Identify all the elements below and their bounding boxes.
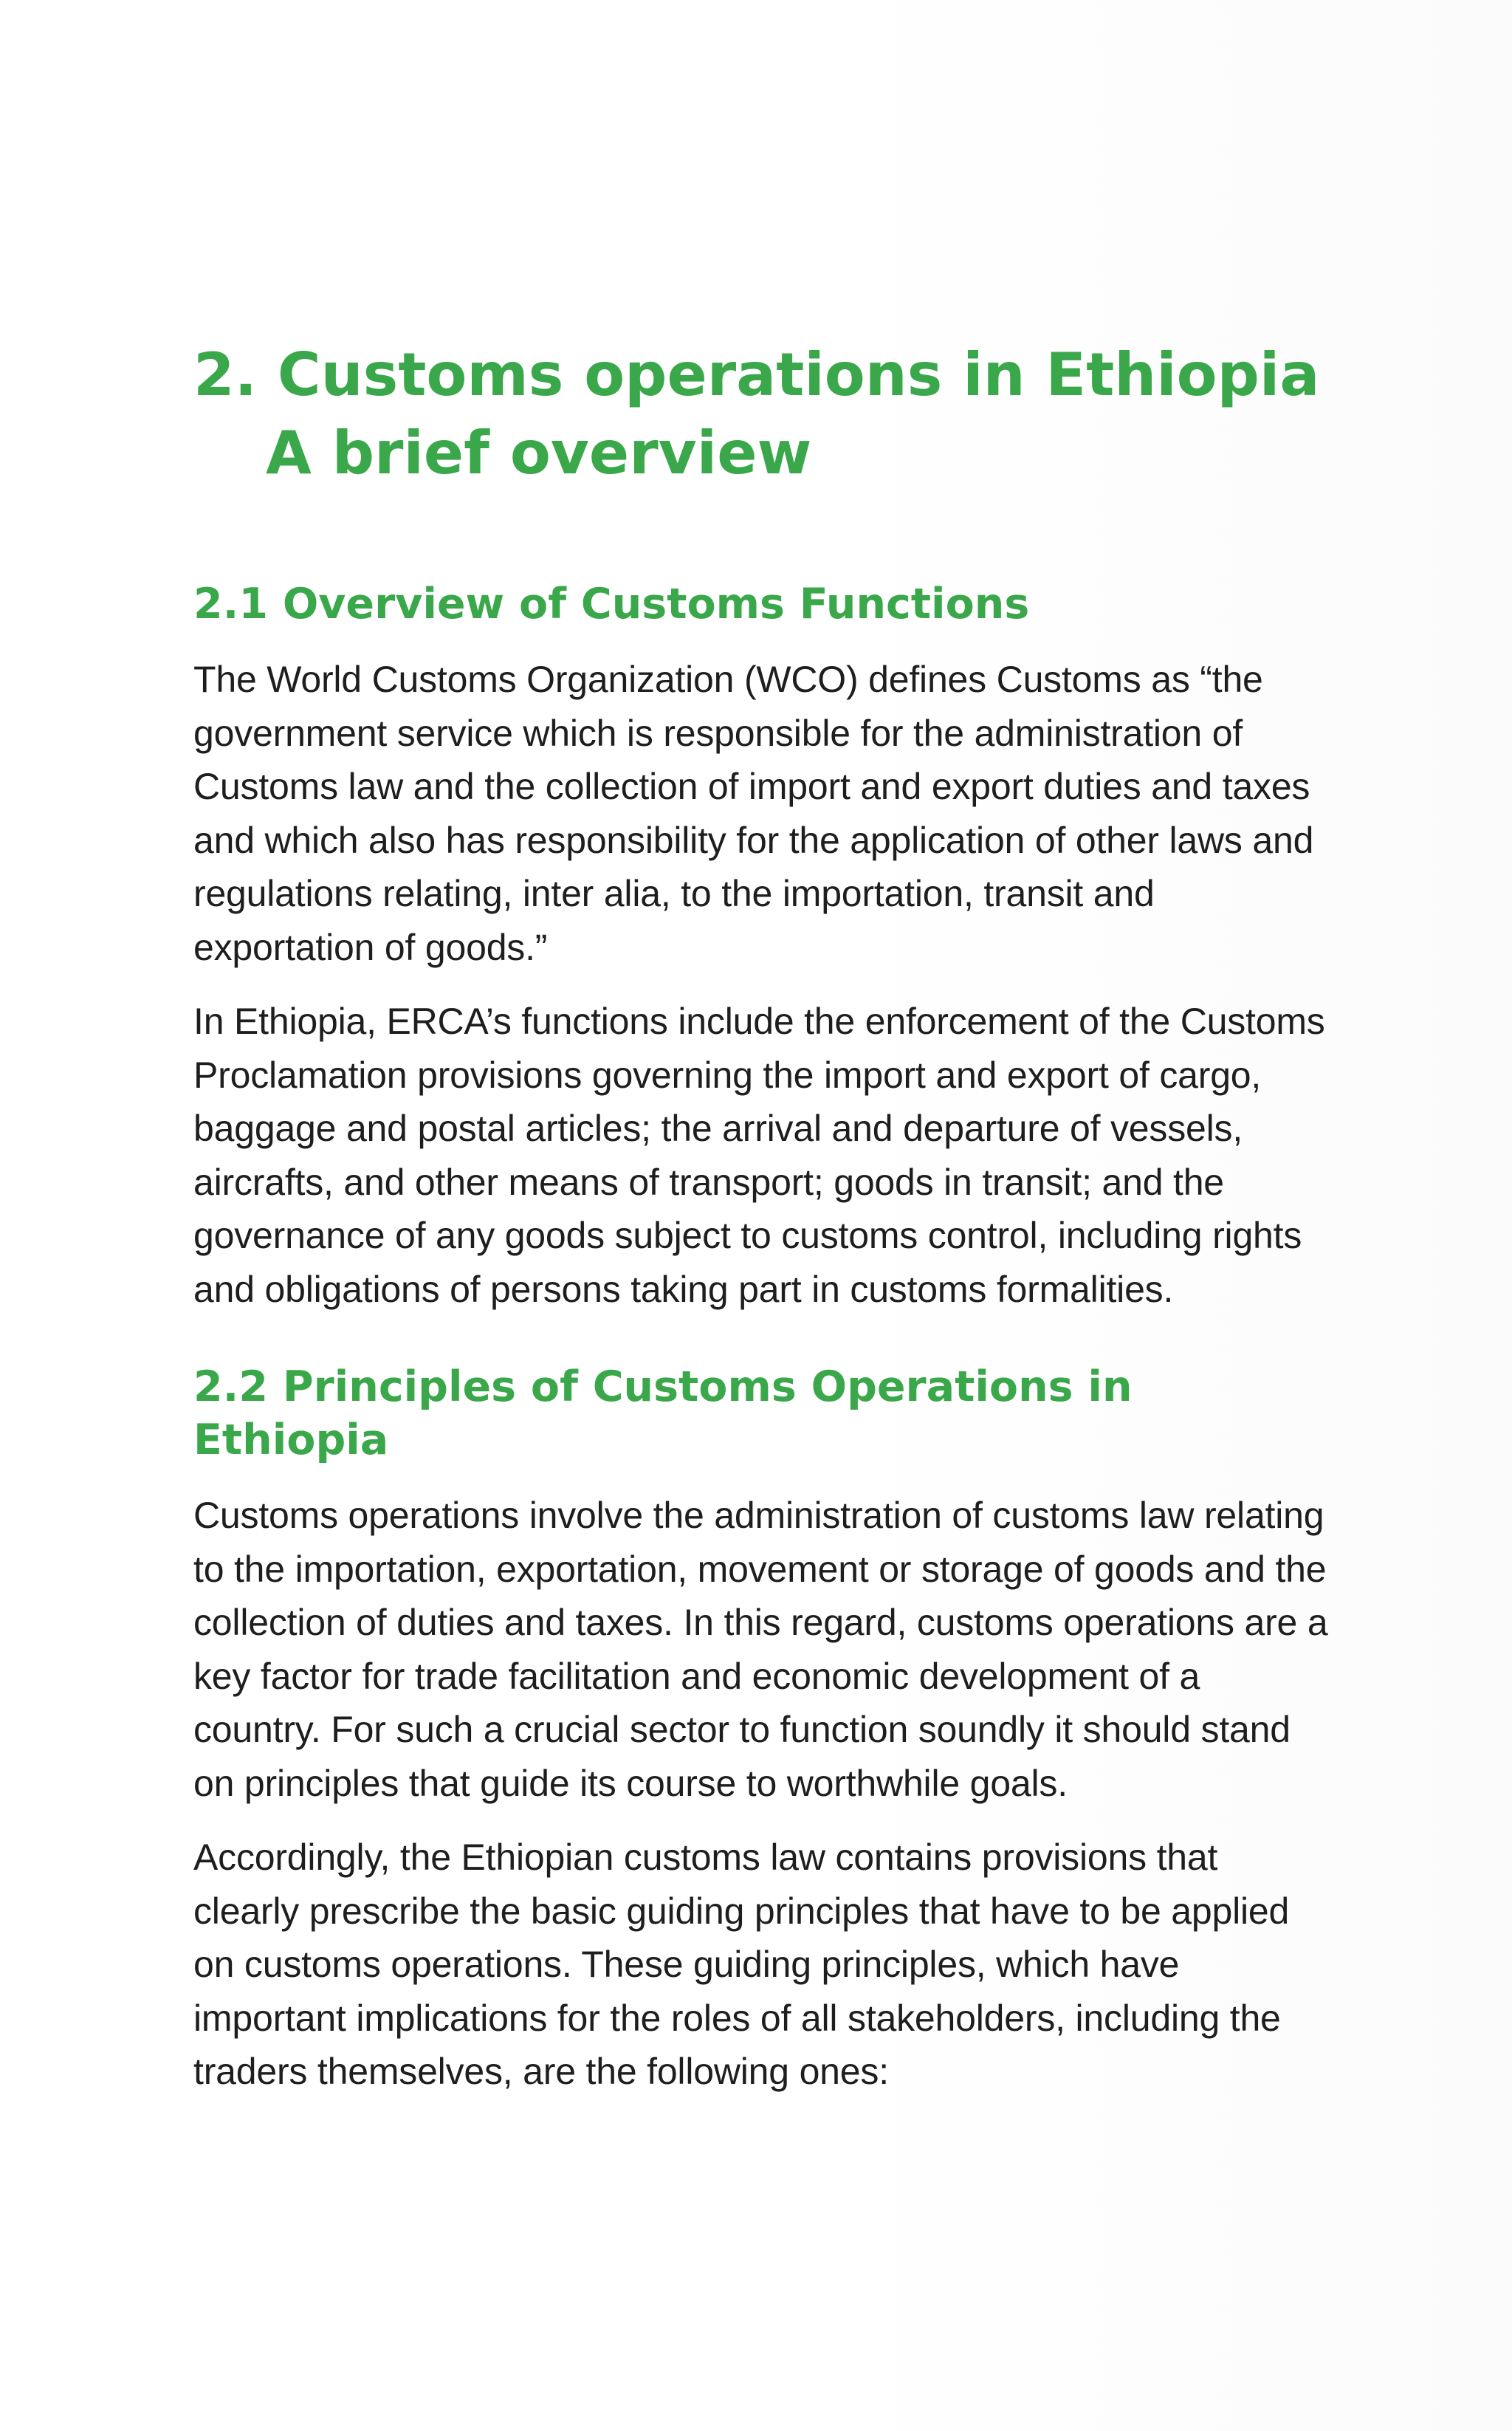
- section-heading: 2.1 Overview of Customs Functions: [193, 580, 1030, 628]
- section-overview-of-customs-functions: [193, 577, 1330, 1316]
- section-heading: 2.2 Principles of Customs Operations in Ethiopia: [193, 1362, 1133, 1464]
- section-principles-of-customs-operations: [193, 1360, 1330, 2099]
- chapter-title-line-1: 2. Customs operations in Ethiopia: [193, 340, 1320, 409]
- chapter-title: [193, 336, 1330, 493]
- page-content: [193, 336, 1330, 2119]
- paragraph: In Ethiopia, ERCA’s functions include the enforcement of the Customs Proclamation provisions governing the import and export of cargo, baggage and postal articles; the arrival and departure of vessels, aircrafts, and other means of transport; goods in transit; and the governance of any goods subject to customs control, including rights and obligations of persons taking part in customs formalities.: [193, 1001, 1325, 1310]
- paragraph: The World Customs Organization (WCO) defines Customs as “the government service which is responsible for the administration of Customs law and the collection of import and export duties and taxes and which also has responsibility for the application of other laws and regulations relating, inter alia, to the importation, transit and exportation of goods.”: [193, 659, 1314, 968]
- paragraph: Accordingly, the Ethiopian customs law contains provisions that clearly prescribe the basic guiding principles that have to be applied on customs operations. These guiding principles, which have important implications for the roles of all stakeholders, including the traders themselves, are the following ones:: [193, 1837, 1290, 2092]
- paragraph: Customs operations involve the administration of customs law relating to the importation, exportation, movement or storage of goods and the collection of duties and taxes. In this regard, customs operations are a key factor for trade facilitation and economic development of a country. For such a crucial sector to function soundly it should stand on principles that guide its course to worthwhile goals.: [193, 1495, 1328, 1804]
- chapter-title-line-2: A brief overview: [266, 419, 812, 487]
